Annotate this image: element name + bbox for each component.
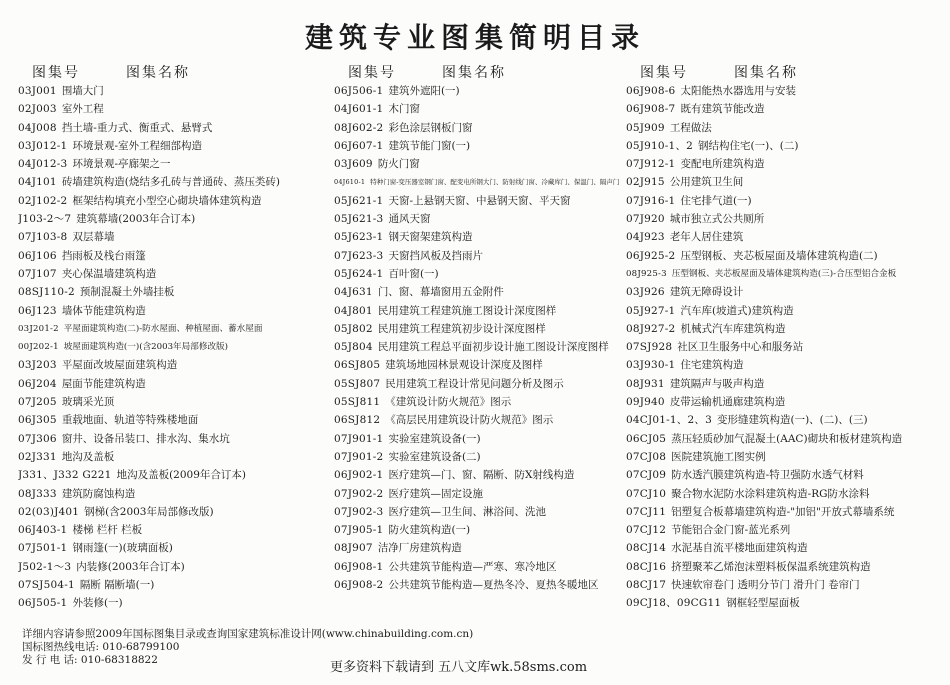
catalog-entry — [334, 430, 626, 448]
atlas-name: 天窗-上悬钢天窗、中悬钢天窗、平天窗 — [388, 194, 571, 207]
catalog-entry — [18, 247, 336, 265]
atlas-name: 洁净厂房建筑构造 — [377, 542, 462, 555]
atlas-name: 《建筑设计防火规范》图示 — [385, 396, 512, 409]
catalog-entry — [626, 558, 946, 576]
atlas-name: 住宅建筑构造 — [680, 359, 744, 372]
atlas-name: 地沟及盖板(2009年合订本) — [116, 469, 246, 482]
catalog-entry — [18, 119, 336, 137]
catalog-entry — [626, 247, 946, 265]
catalog-entry — [334, 119, 626, 137]
catalog-entry — [18, 100, 336, 118]
catalog-entry — [18, 265, 336, 283]
atlas-number: 08J333 — [18, 487, 57, 500]
catalog-entry — [18, 466, 336, 484]
catalog-entry — [626, 137, 946, 155]
catalog-entry — [18, 356, 336, 374]
atlas-number: 08SJ110-2 — [18, 286, 75, 299]
atlas-name: 挡雨板及栈台雨篷 — [61, 249, 146, 262]
atlas-name: 医疗建筑—固定设施 — [388, 487, 483, 500]
atlas-number: 07SJ928 — [626, 341, 673, 354]
atlas-number: 07J623-3 — [334, 249, 384, 262]
download-watermark: 更多资料下载请到 五八文库wk.58sms.com — [330, 660, 588, 675]
atlas-number: 00J202-1 — [18, 342, 59, 353]
atlas-number: 08CJ16 — [626, 560, 667, 573]
catalog-entry — [334, 576, 626, 594]
atlas-name: 预制混凝土外墙挂板 — [79, 286, 175, 299]
catalog-entry — [626, 100, 946, 118]
atlas-number: 08J925-3 — [626, 268, 667, 279]
atlas-name: 公用建筑卫生间 — [669, 176, 744, 189]
atlas-number: 06J403-1 — [18, 524, 68, 537]
atlas-number: 07J501-1 — [18, 542, 68, 555]
atlas-name: 民用建筑工程设计常见问题分析及图示 — [385, 377, 564, 390]
atlas-number: 07CJ10 — [626, 487, 667, 500]
catalog-entry — [626, 375, 946, 393]
catalog-entry — [18, 503, 336, 521]
catalog-entry — [334, 137, 626, 155]
atlas-name: 钢梯(含2003年局部修改版) — [84, 505, 214, 518]
atlas-name: 铝塑复合板幕墙建筑构造-"加铝"开放式幕墙系统 — [671, 505, 895, 518]
atlas-number: 08J907 — [334, 542, 373, 555]
header-name-label: 图集名称 — [442, 65, 506, 81]
atlas-number: 03J609 — [334, 158, 373, 171]
footer-distribution-phone: 发 行 电 话: 010-68318822 — [22, 654, 158, 666]
atlas-number: 06J908-6 — [626, 85, 676, 97]
atlas-number: 03J201-2 — [18, 323, 59, 334]
atlas-name: 建筑幕墙(2003年合订本) — [76, 213, 196, 226]
atlas-name: 防火建筑构造(一) — [388, 524, 471, 537]
catalog-entry — [334, 155, 626, 173]
atlas-name: 老年人居住建筑 — [669, 231, 744, 244]
catalog-entry — [18, 82, 336, 100]
atlas-number: 02J915 — [626, 176, 665, 189]
catalog-entry — [626, 485, 946, 503]
atlas-name: 变配电所建筑构造 — [680, 158, 765, 171]
atlas-number: J103-2～7 — [18, 213, 72, 226]
catalog-entry — [626, 356, 946, 374]
header-code-label: 图集号 — [32, 65, 80, 81]
catalog-entry — [334, 173, 626, 191]
catalog-entry — [626, 228, 946, 246]
footer-hotline: 国标图热线电话: 010-68799100 — [22, 641, 180, 653]
atlas-number: J331、J332 G221 — [18, 469, 112, 482]
catalog-entry — [626, 265, 946, 283]
atlas-number: 05SJ811 — [334, 396, 381, 409]
atlas-name: 建筑外遮阳(一) — [388, 85, 460, 97]
atlas-number: 03J012-1 — [18, 139, 68, 152]
catalog-entry — [334, 265, 626, 283]
atlas-number: 07J901-2 — [334, 450, 384, 463]
atlas-name: 平屋面改坡屋面建筑构造 — [61, 359, 178, 372]
atlas-number: 02(03)J401 — [18, 505, 80, 518]
atlas-number: 04J631 — [334, 286, 373, 299]
catalog-entry — [334, 247, 626, 265]
atlas-number: 06J505-1 — [18, 597, 68, 610]
catalog-entry — [334, 539, 626, 557]
atlas-name: 蒸压轻质砂加气混凝土(AAC)砌块和板材建筑构造 — [671, 432, 903, 445]
atlas-name: 公共建筑节能构造—夏热冬冷、夏热冬暖地区 — [388, 579, 599, 592]
catalog-entry — [18, 594, 336, 612]
column-header — [626, 62, 946, 82]
atlas-name: 实验室建筑设备(二) — [388, 450, 481, 463]
catalog-entry — [18, 173, 336, 191]
catalog-entry — [626, 210, 946, 228]
catalog-entry — [18, 283, 336, 301]
catalog-entry — [626, 411, 946, 429]
atlas-name: 快速软帘卷门 透明分节门 滑升门 卷帘门 — [671, 579, 860, 592]
atlas-number: 07J107 — [18, 267, 57, 280]
atlas-number: 08J602-2 — [334, 121, 384, 134]
atlas-number: 09J940 — [626, 396, 665, 409]
catalog-entry — [626, 173, 946, 191]
atlas-name: 围墙大门 — [61, 85, 104, 97]
atlas-name: 通风天窗 — [388, 213, 431, 226]
atlas-name: 窗井、设备吊装口、排水沟、集水坑 — [61, 432, 230, 445]
atlas-number: 04J012-3 — [18, 158, 68, 171]
atlas-name: 木门窗 — [388, 103, 420, 116]
atlas-name: 钢结构住宅(一)、(二) — [698, 139, 799, 152]
atlas-name: 彩色涂层钢板门窗 — [388, 121, 473, 134]
catalog-entry — [334, 302, 626, 320]
atlas-name: 天窗挡风板及挡雨片 — [388, 249, 483, 262]
atlas-number: 06CJ05 — [626, 432, 667, 445]
catalog-entry — [18, 576, 336, 594]
atlas-name: 楼梯 栏杆 栏板 — [72, 524, 143, 537]
atlas-name: 特种门窗-变压器室钢门窗、配变电所钢大门、防射线门窗、冷藏库门、保温门、隔声门 — [370, 178, 620, 187]
catalog-entry — [334, 338, 626, 356]
atlas-number: 02J331 — [18, 450, 57, 463]
atlas-number: 08CJ14 — [626, 542, 667, 555]
catalog-entry — [626, 448, 946, 466]
catalog-entry — [626, 338, 946, 356]
atlas-name: 压型钢板、夹芯板屋面及墙体建筑构造(二) — [680, 249, 878, 262]
atlas-number: 05J910-1、2 — [626, 139, 694, 152]
atlas-name: 聚合物水泥防水涂料建筑构造-RG防水涂料 — [671, 487, 870, 500]
atlas-number: 02J003 — [18, 103, 57, 116]
atlas-number: 05J623-1 — [334, 231, 384, 244]
atlas-name: 城市独立式公共厕所 — [669, 213, 765, 226]
atlas-name: 医疗建筑—门、窗、隔断、防X射线构造 — [388, 469, 575, 482]
atlas-number: 06J908-1 — [334, 560, 384, 573]
catalog-entry — [334, 411, 626, 429]
atlas-number: 06J506-1 — [334, 85, 384, 97]
atlas-name: 民用建筑工程建筑初步设计深度图样 — [377, 322, 546, 335]
catalog-entry — [334, 100, 626, 118]
atlas-name: 节能铝合金门窗-蓝光系列 — [671, 524, 791, 537]
catalog-entry — [626, 82, 946, 100]
atlas-name: 变形缝建筑构造(一)、(二)、(三) — [716, 414, 868, 427]
atlas-number: 07J205 — [18, 396, 57, 409]
atlas-name: 建筑防腐蚀构造 — [61, 487, 136, 500]
atlas-name: 机械式汽车库建筑构造 — [680, 322, 786, 335]
atlas-name: 框架结构填充小型空心砌块墙体建筑构造 — [72, 194, 262, 207]
atlas-number: 06J106 — [18, 249, 57, 262]
atlas-name: 挡土墙-重力式、衡重式、悬臂式 — [61, 121, 213, 134]
atlas-number: 07J103-8 — [18, 231, 68, 244]
catalog-entry — [626, 594, 946, 612]
atlas-name: 社区卫生服务中心和服务站 — [677, 341, 804, 354]
column-header — [334, 62, 626, 82]
atlas-number: 05J624-1 — [334, 267, 384, 280]
atlas-name: 压型钢板、夹芯板屋面及墙体建筑构造(三)-合压型铝合金板 — [671, 268, 897, 279]
atlas-number: 04J610-1 — [334, 178, 366, 187]
catalog-entry — [334, 82, 626, 100]
atlas-number: 07J912-1 — [626, 158, 676, 171]
atlas-number: 07J901-1 — [334, 432, 384, 445]
column-header — [18, 62, 336, 82]
atlas-number: 06SJ805 — [334, 359, 381, 372]
atlas-number: 08CJ17 — [626, 579, 667, 592]
catalog-entry — [626, 539, 946, 557]
catalog-entry — [334, 283, 626, 301]
atlas-name: 平屋面建筑构造(二)-防水屋面、种植屋面、蓄水屋面 — [63, 323, 263, 334]
catalog-column-2 — [334, 62, 626, 594]
header-code-label: 图集号 — [640, 65, 688, 81]
catalog-entry — [18, 137, 336, 155]
catalog-entry — [334, 192, 626, 210]
atlas-name: 医疗建筑—卫生间、淋浴间、洗池 — [388, 505, 546, 518]
catalog-entry — [626, 155, 946, 173]
catalog-entry — [334, 558, 626, 576]
catalog-entry — [18, 375, 336, 393]
catalog-entry — [626, 393, 946, 411]
atlas-name: 公共建筑节能构造—严寒、寒冷地区 — [388, 560, 557, 573]
catalog-entry — [334, 375, 626, 393]
header-name-label: 图集名称 — [734, 65, 798, 81]
catalog-entry — [334, 210, 626, 228]
atlas-name: 夹心保温墙建筑构造 — [61, 267, 157, 280]
atlas-name: 钢雨篷(一)(玻璃面板) — [72, 542, 173, 555]
catalog-entry — [18, 539, 336, 557]
atlas-name: 砖墙建筑构造(烧结多孔砖与普通砖、蒸压类砖) — [61, 176, 281, 189]
atlas-name: 实验室建筑设备(一) — [388, 432, 481, 445]
atlas-name: 钢框轻型屋面板 — [726, 597, 800, 610]
atlas-name: 防水透汽膜建筑构造-特卫强防水透气材料 — [671, 469, 864, 482]
atlas-number: 07CJ11 — [626, 505, 667, 518]
atlas-name: 《高层民用建筑设计防火规范》图示 — [385, 414, 554, 427]
footer-reference: 详细内容请参照2009年国标图集目录或查询国家建筑标准设计网(www.chinabuilding.com.cn) — [22, 628, 474, 640]
atlas-number: 05SJ807 — [334, 377, 381, 390]
atlas-number: 06J204 — [18, 377, 57, 390]
header-name-label: 图集名称 — [126, 65, 190, 81]
atlas-number: 07J905-1 — [334, 524, 384, 537]
catalog-entry — [18, 320, 336, 338]
atlas-name: 室外工程 — [61, 103, 104, 116]
atlas-number: 04J601-1 — [334, 103, 384, 116]
catalog-entry — [334, 393, 626, 411]
catalog-entry — [18, 558, 336, 576]
atlas-name: 钢天窗架建筑构造 — [388, 231, 473, 244]
catalog-column-3 — [626, 62, 946, 613]
catalog-column-1 — [18, 62, 336, 613]
atlas-name: 百叶窗(一) — [388, 267, 439, 280]
atlas-name: 工程做法 — [669, 121, 712, 134]
atlas-number: 06J908-7 — [626, 103, 676, 116]
catalog-entry — [626, 119, 946, 137]
atlas-number: 05J804 — [334, 341, 373, 354]
catalog-entry — [18, 228, 336, 246]
atlas-name: 太阳能热水器选用与安装 — [680, 85, 796, 97]
atlas-name: 防火门窗 — [377, 158, 420, 171]
catalog-entry — [626, 503, 946, 521]
atlas-number: 03J926 — [626, 286, 665, 299]
atlas-number: 07CJ12 — [626, 524, 667, 537]
atlas-number: 06J925-2 — [626, 249, 676, 262]
catalog-entry — [334, 503, 626, 521]
catalog-entry — [18, 448, 336, 466]
atlas-number: 03J930-1 — [626, 359, 676, 372]
page-title: 建筑专业图集简明目录 — [304, 21, 645, 54]
catalog-entry — [334, 485, 626, 503]
atlas-name: 重载地面、轨道等特殊楼地面 — [61, 414, 199, 427]
atlas-name: 隔断 隔断墙(一) — [79, 579, 155, 592]
atlas-number: 02J102-2 — [18, 194, 68, 207]
atlas-number: 09CJ18、09CG11 — [626, 597, 722, 610]
atlas-number: 08J931 — [626, 377, 665, 390]
atlas-name: 既有建筑节能改造 — [680, 103, 765, 116]
catalog-entry — [18, 302, 336, 320]
atlas-number: 04J923 — [626, 231, 665, 244]
atlas-number: 06J902-1 — [334, 469, 384, 482]
atlas-number: 06J607-1 — [334, 139, 384, 152]
catalog-entry — [18, 485, 336, 503]
catalog-entry — [334, 521, 626, 539]
catalog-entry — [334, 448, 626, 466]
catalog-entry — [334, 320, 626, 338]
atlas-number: 05J927-1 — [626, 304, 676, 317]
atlas-number: 05J909 — [626, 121, 665, 134]
atlas-name: 屋面节能建筑构造 — [61, 377, 146, 390]
atlas-name: 建筑隔声与吸声构造 — [669, 377, 765, 390]
atlas-name: 外装修(一) — [72, 597, 123, 610]
catalog-entry — [626, 192, 946, 210]
catalog-entry — [626, 283, 946, 301]
atlas-number: 07J902-2 — [334, 487, 384, 500]
atlas-name: 墙体节能建筑构造 — [61, 304, 146, 317]
atlas-name: 内装修(2003年合订本) — [76, 560, 185, 573]
atlas-name: 民用建筑工程总平面初步设计施工图设计深度图样 — [377, 341, 609, 354]
catalog-entry — [18, 430, 336, 448]
atlas-number: 04CJ01-1、2、3 — [626, 414, 712, 427]
atlas-number: 07SJ504-1 — [18, 579, 75, 592]
atlas-name: 双层幕墙 — [72, 231, 115, 244]
atlas-name: 水泥基自流平楼地面建筑构造 — [671, 542, 808, 555]
catalog-entry — [18, 192, 336, 210]
atlas-number: 05J621-1 — [334, 194, 384, 207]
atlas-number: 03J001 — [18, 85, 57, 97]
atlas-number: J502-1～3 — [18, 560, 72, 573]
atlas-number: 05J802 — [334, 322, 373, 335]
atlas-name: 玻璃采光顶 — [61, 396, 115, 409]
atlas-name: 民用建筑工程建筑施工图设计深度图样 — [377, 304, 557, 317]
atlas-number: 07CJ08 — [626, 450, 667, 463]
atlas-number: 07J902-3 — [334, 505, 384, 518]
atlas-number: 06J908-2 — [334, 579, 384, 592]
catalog-entry — [18, 155, 336, 173]
catalog-entry — [626, 302, 946, 320]
catalog-entry — [626, 576, 946, 594]
atlas-number: 08J927-2 — [626, 322, 676, 335]
atlas-name: 环境景观-亭廊架之一 — [72, 158, 171, 171]
atlas-number: 06J305 — [18, 414, 57, 427]
atlas-name: 环境景观-室外工程细部构造 — [72, 139, 203, 152]
catalog-entry — [334, 356, 626, 374]
catalog-entry — [18, 338, 336, 356]
catalog-entry — [18, 393, 336, 411]
catalog-entry — [626, 521, 946, 539]
atlas-name: 汽车库(坡道式)建筑构造 — [680, 304, 794, 317]
atlas-number: 07CJ09 — [626, 469, 667, 482]
atlas-name: 地沟及盖板 — [61, 450, 115, 463]
catalog-entry — [334, 228, 626, 246]
atlas-name: 门、窗、幕墙窗用五金附件 — [377, 286, 504, 299]
catalog-entry — [626, 320, 946, 338]
atlas-number: 07J920 — [626, 213, 665, 226]
catalog-entry — [626, 466, 946, 484]
catalog-entry — [334, 466, 626, 484]
atlas-name: 挤塑聚苯乙烯泡沫塑料板保温系统建筑构造 — [671, 560, 871, 573]
atlas-number: 04J101 — [18, 176, 57, 189]
atlas-name: 建筑无障碍设计 — [669, 286, 744, 299]
atlas-number: 04J008 — [18, 121, 57, 134]
atlas-number: 06J123 — [18, 304, 57, 317]
atlas-number: 07J916-1 — [626, 194, 676, 207]
atlas-name: 皮带运输机通廊建筑构造 — [669, 396, 786, 409]
atlas-name: 医院建筑施工图实例 — [671, 450, 766, 463]
atlas-number: 03J203 — [18, 359, 57, 372]
header-code-label: 图集号 — [348, 65, 396, 81]
atlas-number: 05J621-3 — [334, 213, 384, 226]
atlas-name: 建筑节能门窗(一) — [388, 139, 471, 152]
atlas-number: 07J306 — [18, 432, 57, 445]
catalog-entry — [626, 430, 946, 448]
catalog-entry — [18, 411, 336, 429]
atlas-name: 坡屋面建筑构造(一)(含2003年局部修改版) — [63, 342, 228, 353]
catalog-entry — [18, 521, 336, 539]
atlas-name: 住宅排气道(一) — [680, 194, 752, 207]
atlas-number: 04J801 — [334, 304, 373, 317]
atlas-number: 06SJ812 — [334, 414, 381, 427]
catalog-entry — [18, 210, 336, 228]
atlas-name: 建筑场地园林景观设计深度及图样 — [385, 359, 543, 372]
